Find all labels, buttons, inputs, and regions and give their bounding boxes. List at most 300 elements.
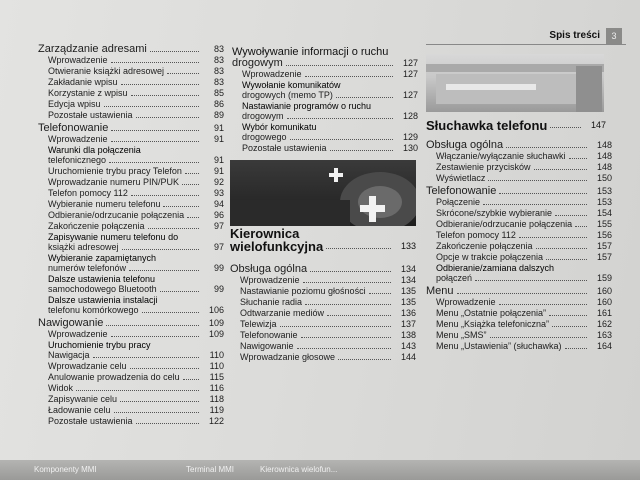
toc-section xyxy=(426,286,612,297)
leader-dots xyxy=(483,204,587,205)
page-ref: 89 xyxy=(213,110,224,120)
leader-dots xyxy=(369,293,391,294)
page-ref: 94 xyxy=(213,199,224,209)
toc-entry-text: Zarządzanie adresami xyxy=(38,43,147,55)
toc-entry-text: Odbieranie/odrzucanie połączenia xyxy=(48,210,185,220)
toc-entry-text: Wprowadzanie celu xyxy=(48,361,127,371)
page-ref: 91 xyxy=(213,166,224,176)
toc-entry xyxy=(38,361,224,372)
toc-entry xyxy=(230,352,416,363)
page-ref: 86 xyxy=(213,99,224,109)
toc-section xyxy=(426,186,612,197)
toc-entry-row xyxy=(48,416,224,427)
leader-dots xyxy=(305,304,391,305)
toc-entry-text: Opcje w trakcie połączenia xyxy=(436,252,544,262)
toc-entry-row xyxy=(240,352,416,363)
page-ref: 148 xyxy=(596,162,612,172)
toc-entry xyxy=(38,372,224,383)
leader-dots xyxy=(111,62,199,63)
page-ref: 136 xyxy=(400,308,416,318)
toc-entry xyxy=(38,134,224,145)
toc-entry-row xyxy=(48,329,224,340)
toc-entry-text: Pozostałe ustawienia xyxy=(242,143,327,153)
toc-entry xyxy=(38,188,224,199)
toc-entry-text: Edycja wpisu xyxy=(48,99,101,109)
toc-entry xyxy=(426,197,612,208)
page-ref: 118 xyxy=(209,394,224,404)
toc-column-right xyxy=(426,138,612,352)
leader-dots xyxy=(310,271,391,272)
leader-dots xyxy=(129,270,199,271)
toc-entry xyxy=(232,143,418,154)
leader-dots xyxy=(303,282,391,283)
toc-entry xyxy=(426,162,612,173)
toc-entry-row xyxy=(242,69,418,80)
leader-dots xyxy=(552,326,587,327)
toc-entry-text: Widok xyxy=(48,383,74,393)
toc-entry xyxy=(38,210,224,221)
page-ref: 138 xyxy=(400,330,416,340)
leader-dots xyxy=(555,215,587,216)
toc-entry-text: Włączanie/wyłączanie słuchawki xyxy=(436,151,566,161)
toc-entry-text: Skrócone/szybkie wybieranie xyxy=(436,208,553,218)
page-number: 3 xyxy=(606,28,622,44)
toc-entry-text: Wprowadzanie numeru PIN/PUK xyxy=(48,177,180,187)
toc-entry xyxy=(230,275,416,286)
leader-dots xyxy=(290,139,393,140)
steering-wheel-photo xyxy=(230,160,416,226)
toc-entry-text-line1: Odbieranie/zamiana dalszych xyxy=(436,263,555,273)
toc-entry-row xyxy=(436,297,612,308)
toc-column-middle-bottom xyxy=(230,262,416,363)
toc-entry-text: Nawigacja xyxy=(48,350,90,360)
title-row xyxy=(426,120,606,131)
toc-entry-row xyxy=(48,188,224,199)
page-ref: 160 xyxy=(596,297,612,307)
footer-bar xyxy=(0,460,640,480)
toc-entry-text-line1: Zapisywanie numeru telefonu do xyxy=(48,232,179,242)
page-ref: 133 xyxy=(400,241,416,251)
title-line-2: wielofunkcyjna xyxy=(230,239,324,254)
page-ref: 83 xyxy=(213,44,224,54)
leader-dots xyxy=(106,325,199,326)
toc-entry-row xyxy=(48,284,224,295)
toc-entry xyxy=(426,230,612,241)
toc-entry-text: numerów telefonów xyxy=(48,263,127,273)
toc-entry-row xyxy=(436,319,612,330)
toc-entry-text: Wprowadzenie xyxy=(48,55,108,65)
leader-dots xyxy=(142,312,199,313)
toc-entry-text: Pozostałe ustawienia xyxy=(48,416,133,426)
page-ref: 154 xyxy=(596,208,612,218)
toc-entry-text: Wybieranie numeru telefonu xyxy=(48,199,161,209)
footer-tab-1: Komponenty MMI xyxy=(34,465,97,474)
leader-dots xyxy=(488,180,587,181)
toc-entry xyxy=(426,173,612,184)
toc-entry-text: Telefonowanie xyxy=(426,185,497,197)
toc-entry-text-line1: Wybór komunikatu xyxy=(242,122,317,132)
toc-entry-row xyxy=(48,372,224,383)
toc-entry xyxy=(38,66,224,77)
toc-entry xyxy=(38,199,224,210)
leader-dots xyxy=(475,280,587,281)
toc-entry-text: Korzystanie z wpisu xyxy=(48,88,128,98)
toc-entry-text: drogowego xyxy=(242,132,287,142)
toc-column-middle-top xyxy=(232,44,418,154)
toc-entry-text: Uruchomienie trybu pracy Telefon xyxy=(48,166,182,176)
toc-entry-row xyxy=(240,275,416,286)
page-ref: 153 xyxy=(596,186,612,196)
toc-entry-text: drogowych (memo TP) xyxy=(242,90,333,100)
toc-entry xyxy=(38,221,224,232)
page-ref: 162 xyxy=(596,319,612,329)
toc-entry-row xyxy=(48,221,224,232)
toc-entry-text: Obsługa ogólna xyxy=(230,263,308,275)
toc-entry-row xyxy=(48,88,224,99)
toc-entry-text: Słuchanie radia xyxy=(240,297,303,307)
toc-entry xyxy=(232,69,418,80)
toc-entry-text: Menu „Ostatnie połączenia” xyxy=(436,308,547,318)
toc-entry-row xyxy=(426,140,612,151)
toc-entry-row xyxy=(436,341,612,352)
leader-dots xyxy=(76,390,199,391)
page-ref: 92 xyxy=(213,177,224,187)
leader-dots xyxy=(287,118,393,119)
page-ref: 159 xyxy=(596,273,612,283)
leader-dots xyxy=(185,173,199,174)
toc-entry-text: Połączenie xyxy=(436,197,481,207)
toc-entry xyxy=(38,166,224,177)
toc-entry-row xyxy=(240,341,416,352)
toc-entry-row xyxy=(48,166,224,177)
page-ref: 127 xyxy=(402,58,418,68)
page-ref: 150 xyxy=(596,173,612,183)
leader-dots xyxy=(569,158,587,159)
title-line-2-row xyxy=(230,241,416,252)
leader-dots xyxy=(187,217,199,218)
page-ref: 116 xyxy=(209,383,224,393)
toc-entry xyxy=(38,77,224,88)
page-ref: 115 xyxy=(209,372,224,382)
toc-entry-text: Wprowadzenie xyxy=(436,297,496,307)
toc-entry xyxy=(230,286,416,297)
page-ref: 83 xyxy=(213,55,224,65)
leader-dots xyxy=(499,193,587,194)
toc-entry-row xyxy=(240,330,416,341)
leader-dots xyxy=(297,348,391,349)
toc-entry-text: Wyświetlacz xyxy=(436,173,486,183)
toc-entry-text: połączeń xyxy=(436,273,473,283)
toc-entry-row xyxy=(48,155,224,166)
toc-section xyxy=(38,44,224,55)
toc-entry-text: Odbieranie/odrzucanie połączenia xyxy=(436,219,573,229)
toc-entry-text: Telefon pomocy 112 xyxy=(48,188,128,198)
toc-entry-row xyxy=(436,197,612,208)
toc-entry xyxy=(38,405,224,416)
leader-dots xyxy=(457,293,587,294)
toc-entry-row xyxy=(242,111,418,122)
toc-entry xyxy=(38,329,224,340)
toc-entry-text-line1: Wywoływanie informacji o ruchu xyxy=(232,46,389,58)
page-ref: 129 xyxy=(402,132,418,142)
toc-entry xyxy=(38,340,224,361)
footer-tab-3: Kierownica wielofun... xyxy=(260,465,338,474)
page-ref: 134 xyxy=(400,275,416,285)
leader-dots xyxy=(326,248,391,249)
toc-entry-text-line1: Wybieranie zapamiętanych xyxy=(48,253,156,263)
page-ref: 93 xyxy=(213,188,224,198)
leader-dots xyxy=(130,368,199,369)
leader-dots xyxy=(167,73,199,74)
header-title: Spis treści xyxy=(549,30,600,41)
toc-entry-text-line1: Dalsze ustawienia instalacji xyxy=(48,295,158,305)
toc-entry xyxy=(426,263,612,284)
section-title-sluchawka xyxy=(426,120,606,131)
toc-entry-row xyxy=(48,405,224,416)
page-ref: 144 xyxy=(400,352,416,362)
toc-entry xyxy=(38,274,224,295)
leader-dots xyxy=(327,315,391,316)
toc-section xyxy=(426,140,612,151)
page-ref: 109 xyxy=(208,329,224,339)
toc-column-left xyxy=(38,42,224,427)
toc-entry-row xyxy=(230,264,416,275)
page-ref: 97 xyxy=(213,221,224,231)
leader-dots xyxy=(120,401,199,402)
toc-entry-text: Nastawianie poziomu głośności xyxy=(240,286,366,296)
toc-section xyxy=(38,123,224,134)
leader-dots xyxy=(111,141,199,142)
page-ref: 109 xyxy=(208,318,224,328)
toc-entry-text: Obsługa ogólna xyxy=(426,139,504,151)
page-ref: 83 xyxy=(213,77,224,87)
toc-entry xyxy=(426,151,612,162)
page-ref: 110 xyxy=(209,350,224,360)
toc-entry-text: telefonicznego xyxy=(48,155,107,165)
toc-entry-text: Wprowadzanie głosowe xyxy=(240,352,336,362)
toc-entry-text: Menu „Książka telefoniczna” xyxy=(436,319,550,329)
leader-dots xyxy=(301,337,391,338)
toc-entry-text: Pozostałe ustawienia xyxy=(48,110,133,120)
leader-dots xyxy=(150,51,199,52)
leader-dots xyxy=(114,412,199,413)
leader-dots xyxy=(182,184,199,185)
toc-entry-row xyxy=(242,143,418,154)
toc-entry-text: Anulowanie prowadzenia do celu xyxy=(48,372,180,382)
toc-entry-row xyxy=(232,58,418,69)
toc-entry-row xyxy=(436,173,612,184)
toc-entry-row xyxy=(48,305,224,316)
toc-entry-text: Wprowadzenie xyxy=(240,275,300,285)
section-title-kierownica xyxy=(230,226,416,252)
page-ref: 135 xyxy=(400,286,416,296)
footer-tab-2: Terminal MMI xyxy=(186,465,235,474)
leader-dots xyxy=(163,206,199,207)
toc-entry xyxy=(426,330,612,341)
toc-entry-text: Zakończenie połączenia xyxy=(48,221,145,231)
toc-entry-text: Ładowanie celu xyxy=(48,405,111,415)
page-ref: 147 xyxy=(590,120,606,130)
page-ref: 85 xyxy=(213,88,224,98)
toc-entry-text: Wprowadzenie xyxy=(48,329,108,339)
toc-entry-text: Odtwarzanie mediów xyxy=(240,308,325,318)
toc-entry-text: samochodowego Bluetooth xyxy=(48,284,157,294)
page-ref: 157 xyxy=(596,241,612,251)
toc-entry-row xyxy=(436,241,612,252)
leader-dots xyxy=(280,326,391,327)
leader-dots xyxy=(109,162,199,163)
leader-dots xyxy=(534,169,587,170)
toc-entry-text: Menu „Ustawienia” (słuchawka) xyxy=(436,341,562,351)
toc-entry xyxy=(38,253,224,274)
leader-dots xyxy=(136,423,199,424)
toc-entry-row xyxy=(426,286,612,297)
page-ref: 91 xyxy=(213,123,224,133)
leader-dots xyxy=(286,65,393,66)
leader-dots xyxy=(111,130,199,131)
toc-entry xyxy=(38,145,224,166)
leader-dots xyxy=(490,337,587,338)
toc-entry-text: drogowym xyxy=(232,57,283,69)
toc-entry-text: Zapisywanie celu xyxy=(48,394,118,404)
page-ref: 156 xyxy=(596,230,612,240)
leader-dots xyxy=(499,304,587,305)
toc-entry-text: Telefon pomocy 112 xyxy=(436,230,516,240)
toc-entry xyxy=(426,308,612,319)
toc-entry-text-line1: Uruchomienie trybu pracy xyxy=(48,340,151,350)
page-ref: 161 xyxy=(596,308,612,318)
toc-entry-row xyxy=(48,77,224,88)
leader-dots xyxy=(121,84,199,85)
toc-entry xyxy=(38,99,224,110)
leader-dots xyxy=(549,315,587,316)
toc-entry xyxy=(230,308,416,319)
leader-dots xyxy=(131,95,199,96)
toc-entry-text-line1: Warunki dla połączenia xyxy=(48,145,141,155)
toc-section xyxy=(38,318,224,329)
toc-entry-row xyxy=(436,219,612,230)
toc-entry-text: Wprowadzenie xyxy=(48,134,108,144)
toc-entry-row xyxy=(48,361,224,372)
toc-entry-text: Menu „SMS” xyxy=(436,330,487,340)
toc-entry xyxy=(230,319,416,330)
leader-dots xyxy=(183,379,199,380)
toc-entry-row xyxy=(48,263,224,274)
toc-entry xyxy=(426,341,612,352)
leader-dots xyxy=(336,97,393,98)
leader-dots xyxy=(111,336,199,337)
toc-entry-row xyxy=(48,110,224,121)
page-ref: 122 xyxy=(208,416,224,426)
toc-entry-row xyxy=(436,151,612,162)
toc-entry xyxy=(38,383,224,394)
toc-entry-row xyxy=(240,308,416,319)
leader-dots xyxy=(575,226,587,227)
leader-dots xyxy=(565,348,587,349)
leader-dots xyxy=(160,291,199,292)
leader-dots xyxy=(546,259,587,260)
page-ref: 135 xyxy=(400,297,416,307)
leader-dots xyxy=(104,106,199,107)
toc-entry-row xyxy=(38,44,224,55)
leader-dots xyxy=(550,127,581,128)
page-ref: 128 xyxy=(402,111,418,121)
page-ref: 99 xyxy=(213,263,224,273)
title-text: Słuchawka telefonu xyxy=(426,118,548,133)
toc-entry-row xyxy=(48,199,224,210)
toc-entry xyxy=(38,416,224,427)
toc-entry-row xyxy=(48,134,224,145)
toc-entry xyxy=(232,122,418,143)
leader-dots xyxy=(519,237,587,238)
page-ref: 148 xyxy=(596,151,612,161)
toc-entry-row xyxy=(48,242,224,253)
toc-entry-text: Zakończenie połączenia xyxy=(436,241,533,251)
toc-entry-text: Zestawienie przycisków xyxy=(436,162,531,172)
page-ref: 106 xyxy=(208,305,224,315)
toc-entry-text: Telefonowanie xyxy=(240,330,298,340)
toc-entry-row xyxy=(242,90,418,101)
toc-entry xyxy=(232,80,418,101)
leader-dots xyxy=(131,195,199,196)
toc-entry-text-line1: Wywołanie komunikatów xyxy=(242,80,341,90)
leader-dots xyxy=(136,117,199,118)
toc-entry-row xyxy=(48,394,224,405)
page-ref: 119 xyxy=(209,405,224,415)
toc-entry-text: Menu xyxy=(426,285,454,297)
toc-entry-text: telefonu komórkowego xyxy=(48,305,139,315)
toc-entry xyxy=(38,88,224,99)
toc-entry-row xyxy=(436,252,612,263)
toc-entry-row xyxy=(48,383,224,394)
leader-dots xyxy=(122,249,199,250)
page-ref: 110 xyxy=(209,361,224,371)
toc-entry xyxy=(38,394,224,405)
toc-entry-row xyxy=(48,177,224,188)
toc-entry-row xyxy=(240,286,416,297)
page-ref: 143 xyxy=(400,341,416,351)
page-ref: 157 xyxy=(596,252,612,262)
page-ref: 148 xyxy=(596,140,612,150)
toc-entry-row xyxy=(436,162,612,173)
toc-entry-row xyxy=(48,66,224,77)
toc-entry xyxy=(426,319,612,330)
toc-entry xyxy=(38,295,224,316)
toc-entry-row xyxy=(38,123,224,134)
page-ref: 163 xyxy=(596,330,612,340)
toc-entry xyxy=(38,177,224,188)
toc-entry-row xyxy=(426,186,612,197)
title-line-1: Kierownica xyxy=(230,226,300,241)
toc-section xyxy=(232,46,418,69)
handset-photo xyxy=(426,54,604,112)
page-ref: 130 xyxy=(402,143,418,153)
page-ref: 137 xyxy=(400,319,416,329)
page-ref: 127 xyxy=(402,90,418,100)
toc-entry xyxy=(426,252,612,263)
toc-entry-row xyxy=(48,350,224,361)
toc-entry xyxy=(230,341,416,352)
page-ref: 96 xyxy=(213,210,224,220)
toc-section xyxy=(230,264,416,275)
toc-entry xyxy=(230,330,416,341)
page-ref: 97 xyxy=(213,242,224,252)
toc-entry xyxy=(38,110,224,121)
toc-entry-text: Zakładanie wpisu xyxy=(48,77,118,87)
toc-entry-row xyxy=(240,297,416,308)
toc-entry-text: Wprowadzenie xyxy=(242,69,302,79)
toc-entry xyxy=(232,101,418,122)
